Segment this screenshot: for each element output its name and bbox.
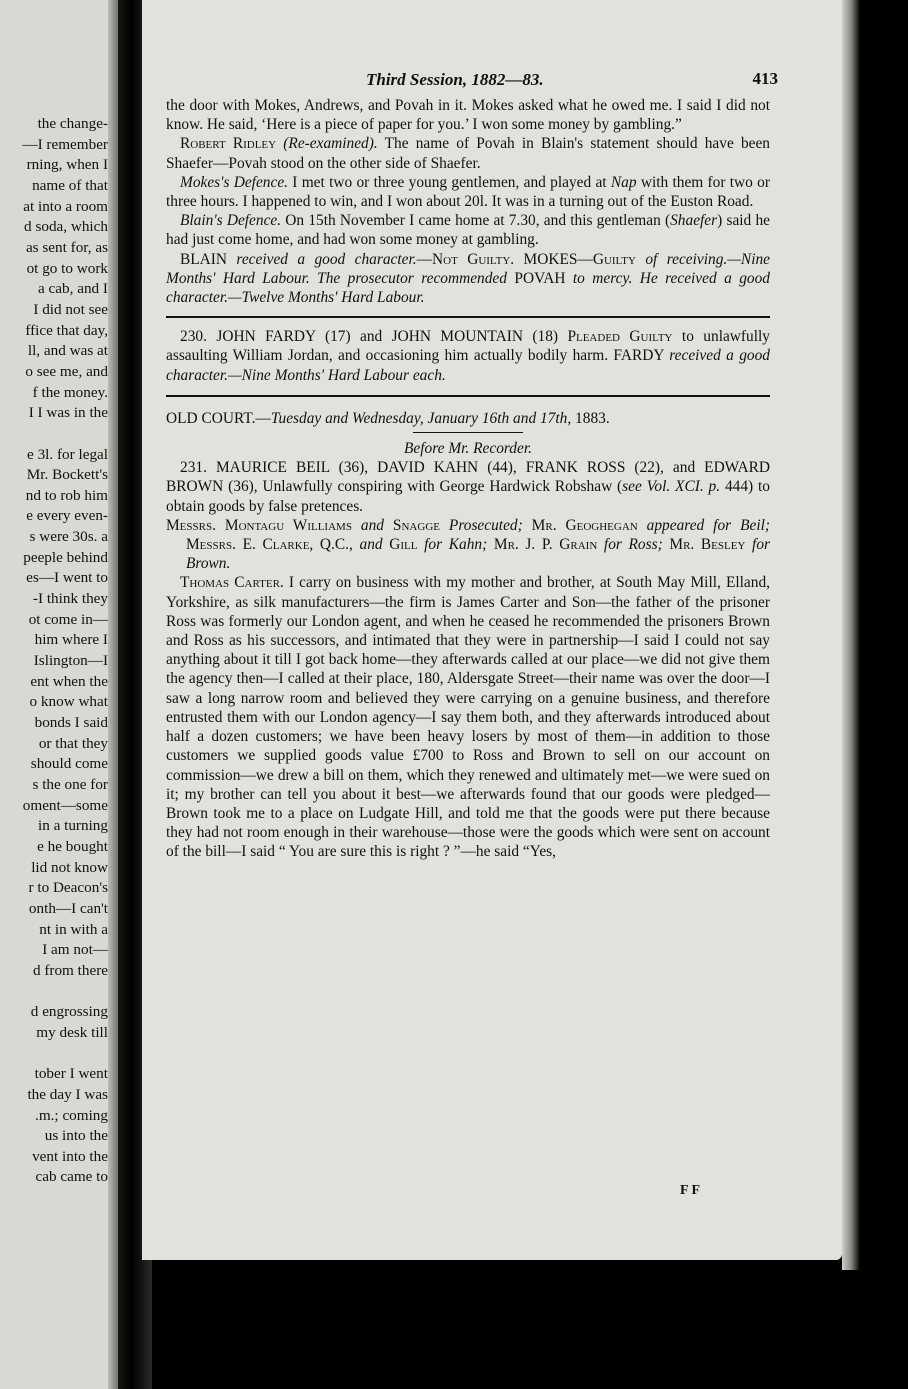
left-column-line: ot come in— — [28, 610, 108, 628]
left-column-line: o know what — [29, 693, 108, 711]
left-column-line: rning, when I — [26, 156, 108, 174]
verdict-text: to mercy. He received a good character.—Twelve Months' Hard Labour. — [166, 269, 770, 307]
section-rule — [166, 316, 770, 318]
counsel-name: Mr. J. P. Grain — [493, 536, 598, 554]
left-column-line: ll, and was at — [27, 342, 108, 360]
left-column-line: s the one for — [32, 776, 108, 793]
left-column-line: the change- — [37, 115, 108, 132]
left-column-line: oment—some — [22, 796, 108, 814]
left-column-line: nt in with a — [39, 920, 108, 938]
left-column-line: d from there — [32, 961, 108, 979]
counsel-text: appeared for Beil; — [637, 516, 770, 534]
paragraph-case-231 — [166, 458, 770, 516]
counsel-name: Mr. Besley — [669, 536, 746, 554]
verdict-label: Guilty — [592, 250, 636, 268]
dash: — — [416, 250, 433, 268]
left-column-line: I did not see — [33, 300, 108, 318]
left-column-line: name of that — [32, 176, 108, 194]
page-number: 413 — [752, 69, 778, 88]
counsel-text: for Ross; — [597, 536, 670, 554]
paragraph-case-230 — [166, 327, 770, 385]
left-column-line: us into the — [44, 1127, 108, 1145]
left-column-line: o see me, and — [25, 362, 108, 380]
left-column-line: nd to rob him — [25, 486, 108, 504]
paragraph-text: 444) to obtain goods by false pretences. — [166, 478, 770, 515]
left-column-line: d soda, which — [24, 218, 108, 236]
paragraph-text: I met two or three young gentlemen, and played at — [288, 173, 611, 191]
left-column-line: e 3l. for legal — [27, 445, 108, 463]
paragraph-text: The name of Povah in Blain's statement should have been Shaefer—Povah stood on the other side of Shaefer. — [166, 135, 771, 172]
reference: see Vol. XCI. p. — [622, 478, 721, 496]
counsel-text: Prosecuted; — [439, 516, 532, 534]
defence-label: Blain's Defence. — [180, 212, 282, 230]
counsel-name: Messrs. Montagu Williams — [166, 516, 352, 534]
left-column-line: f the money. — [32, 383, 108, 401]
paragraph-text: to unlawfully assaulting William Jordan, and occasioning him actually bodily harm. FARDY — [166, 328, 770, 365]
left-column-line — [0, 1044, 108, 1065]
left-column-line — [0, 982, 108, 1003]
paragraph-counsel — [166, 516, 770, 574]
left-column-line: tober I went — [34, 1065, 108, 1083]
verdict-text: received a good character. — [227, 250, 417, 268]
case-heading: 231. MAURICE BEIL (36), DAVID KAHN (44), FRANK ROSS (22), and EDWARD BROWN (36), Unlawfully conspiring with George Hardwick Robshaw ( — [166, 459, 770, 496]
left-column-line: ent when the — [30, 672, 108, 690]
counsel-name: Mr. Geoghegan — [531, 516, 638, 534]
paragraph-text: I carry on business with my mother and brother, at South May Mill, Elland, Yorkshire, as silk manufacturers—the firm is James Carter and Son—the father of the prisoner Ross was formerly our London agent, and when he ceased he recommended the prisoners Brown and Ross as his successors, and intimated that they were in partnership—I said I could not say anything about it till I got back home—they afterwards called at our place—we did not give them the agency then—I called at their place, 180, Aldersgate Street—their name was over the door—I saw a long narrow room and believed they were carrying on a genuine business, and therefore entrusted them with our London agency—I say them both, and they afterwards introduced about half a dozen customers; we have been heavy losers by most of them—in addition to those customers we supplied goods value £700 to Ross and Brown to sell on our account on commission—we drew a bill on them, which they renewed and ultimately met—we were sued on it; my brother can tell you about it best—we afterwards found that our goods were pledged—Brown took me to a place on Ludgate Hill, and told me that the goods were put there because they had not room enough in their warehouse—those were the goods which were sent on account of the bill—I said “ You are sure this is right ? ”—he said “Yes, — [166, 574, 770, 861]
page-content — [166, 64, 778, 862]
paragraph-mokes-defence — [166, 173, 770, 211]
court-year: 1883. — [571, 409, 610, 427]
left-column-line: Mr. Bockett's — [26, 466, 108, 484]
left-column-line: my desk till — [36, 1023, 108, 1041]
court-heading — [166, 409, 770, 428]
left-column-line: cab came to — [35, 1168, 108, 1186]
left-column-line: at into a room — [23, 197, 108, 215]
left-column-line: r to Deacon's — [28, 879, 108, 897]
paragraph-text: ) said he had just come home, and had won some money at gambling. — [166, 212, 770, 249]
paragraph-verdict — [166, 250, 770, 308]
defence-label: Mokes's Defence. — [180, 173, 288, 191]
defendant-name: POVAH — [514, 269, 566, 287]
left-column-line: should come — [30, 755, 108, 773]
court-name: OLD COURT.— — [166, 409, 271, 427]
left-column-line: lid not know — [31, 858, 108, 876]
running-header — [166, 64, 778, 96]
running-title: Third Session, 1882—83. — [366, 70, 544, 89]
left-column-line — [0, 424, 108, 445]
short-rule — [413, 432, 523, 433]
left-column-line: d engrossing — [30, 1003, 108, 1021]
left-page-column — [0, 114, 108, 1188]
left-column-line: as sent for, as — [25, 238, 108, 256]
left-page — [0, 0, 118, 1389]
left-column-line: peeple behind — [23, 548, 108, 566]
paragraph-text: with them for two or three hours. I happened to win, and I won about 20l. It was in a turning out of the Euston Road. — [166, 173, 770, 211]
left-column-line: a cab, and I — [38, 280, 108, 298]
left-column-line: s were 30s. a — [29, 528, 108, 546]
left-column-line: vent into the — [32, 1147, 108, 1165]
counsel-text: and — [351, 516, 393, 534]
counsel-name: Snagge — [392, 516, 440, 534]
verdict-text: received a good character.—Nine Months' Hard Labour each. — [166, 347, 770, 384]
judge-line: Before Mr. Recorder. — [404, 440, 532, 458]
left-column-line: ot go to work — [26, 259, 108, 277]
paragraph-carter-testimony — [166, 573, 770, 861]
left-column-line: the day I was — [27, 1085, 108, 1103]
page-edge — [842, 0, 860, 1270]
left-column-line: e he bought — [37, 837, 108, 855]
left-column-line: —I remember — [22, 135, 108, 153]
witness-name: Robert Ridley — [180, 135, 277, 153]
left-column-line: I am not— — [42, 941, 108, 959]
left-column-line: onth—I can't — [28, 899, 108, 917]
left-column-line: ffice that day, — [25, 321, 108, 339]
left-column-line: -I think they — [32, 590, 108, 608]
paragraph-ridley — [166, 134, 770, 172]
left-column-line: .m.; coming — [35, 1106, 108, 1124]
court-date: Tuesday and Wednesday, January 16th and 17th, — [270, 409, 572, 427]
italic-word: Nap — [610, 173, 637, 191]
witness-role: (Re-examined). — [283, 135, 378, 153]
left-column-line: I I was in the — [28, 404, 108, 422]
left-column-line: in a turning — [37, 817, 108, 835]
left-column-line: Islington—I — [33, 652, 108, 670]
verdict-label: Not Guilty. — [432, 250, 515, 268]
left-column-line: e every even- — [26, 507, 108, 525]
counsel-text: for Brown. — [186, 536, 771, 573]
printer-signature: F F — [680, 1183, 701, 1198]
paragraph-blain-defence — [166, 211, 770, 249]
counsel-text: and — [352, 536, 390, 554]
paragraph-continuation: the door with Mokes, Andrews, and Povah in it. Mokes asked what he owed me. I said I did not know. He said, ‘Here is a piece of paper for you.’ I won some money by gambling.” — [166, 97, 770, 134]
section-double-rule — [166, 395, 770, 397]
left-column-line: or that they — [38, 734, 108, 752]
left-column-line: es—I went to — [26, 569, 108, 587]
defendant-name: BLAIN — [180, 250, 228, 268]
before-judge — [166, 439, 770, 458]
witness-name: Thomas Carter. — [180, 574, 284, 592]
italic-word: Shaefer — [670, 212, 718, 230]
left-column-line: him where I — [34, 631, 108, 649]
counsel-text: for Kahn; — [417, 536, 494, 554]
paragraph-text: On 15th November I came home at 7.30, and this gentleman ( — [281, 212, 671, 230]
verdict-text: of receiving.—Nine Months' Hard Labour. The prosecutor recommended — [166, 250, 770, 287]
case-heading: 230. JOHN FARDY (17) and JOHN MOUNTAIN (18) — [180, 328, 568, 346]
counsel-name: Messrs. E. Clarke, Q.C., — [186, 536, 353, 554]
plea-label: Pleaded Guilty — [567, 328, 673, 346]
left-column-line: bonds I said — [34, 714, 108, 732]
defendant-name: MOKES— — [514, 250, 593, 268]
counsel-name: Gill — [389, 536, 418, 554]
